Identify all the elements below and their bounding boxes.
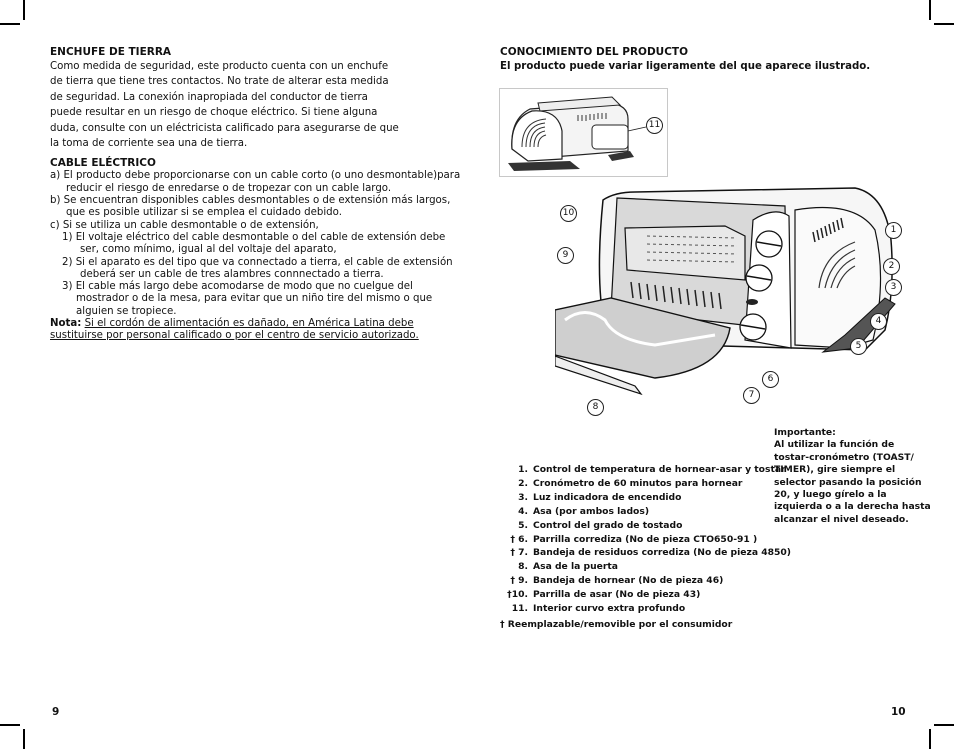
list-item: b) Se encuentran disponibles cables desmontables o de extensión más largos, <box>50 195 451 207</box>
list-item: c) Si se utiliza un cable desmontable o de extensión, <box>50 219 319 231</box>
note <box>50 318 460 330</box>
part-number: 6. <box>518 533 528 545</box>
part-name: Luz indicadora de encendido <box>533 491 682 503</box>
crop-mark <box>0 23 20 25</box>
oven-side-drawing <box>500 89 667 176</box>
important-note <box>774 427 931 526</box>
part-number: 1. <box>518 464 528 475</box>
part-number: 5. <box>518 519 528 531</box>
parts-list-item <box>500 533 791 547</box>
important-line: alcanzar el nivel deseado. <box>774 513 909 525</box>
ground-plug-section <box>50 46 460 151</box>
callout-7: 7 <box>743 387 760 404</box>
important-line: selector pasando la posición <box>774 476 922 488</box>
list-item: a) El producto debe proporcionarse con un cable corto (o uno desmontable)para <box>50 170 461 182</box>
callout-1: 1 <box>885 222 902 239</box>
text-line: de seguridad. La conexión inapropiada del conductor de tierra <box>50 91 368 103</box>
dagger-mark: † <box>510 547 515 559</box>
right-page-header <box>500 46 920 75</box>
note-text: Si el cordón de alimentación es dañado, en América Latina debe <box>84 318 414 329</box>
sub-list-item-cont: deberá ser un cable de tres alambres connnectado a tierra. <box>80 268 384 280</box>
part-name: Parrilla de asar (No de pieza 43) <box>533 589 701 601</box>
page-number-left: 9 <box>52 706 60 718</box>
dagger-mark: † <box>507 589 512 601</box>
important-line: 20, y luego gírelo a la <box>774 489 887 501</box>
crop-mark <box>23 729 25 749</box>
part-name: Cronómetro de 60 minutos para hornear <box>533 477 743 489</box>
part-name: Bandeja de residuos corrediza (No de pieza 4850) <box>533 547 791 559</box>
important-line: izquierda o a la derecha hasta <box>774 501 931 513</box>
cord-section <box>50 157 460 342</box>
dagger-mark: † <box>510 533 515 545</box>
part-number: 2. <box>518 477 528 489</box>
parts-list-item <box>500 491 791 505</box>
sub-list-item-cont: alguien se tropiece. <box>76 305 177 317</box>
oven-illustration <box>555 180 915 420</box>
part-number: 3. <box>518 491 528 503</box>
text-line: la toma de corriente sea una de tierra. <box>50 138 248 150</box>
callout-4: 4 <box>870 313 887 330</box>
oven-drawing <box>555 180 915 420</box>
callout-9: 9 <box>557 247 574 264</box>
product-subheading: El producto puede variar ligeramente del que aparece ilustrado. <box>500 61 871 72</box>
part-number: 9. <box>518 575 528 587</box>
list-item-cont: que es posible utilizar si se emplea el cuidado debido. <box>66 207 342 219</box>
text-line: puede resultar en un riesgo de choque eléctrico. Si tiene alguna <box>50 107 378 119</box>
parts-list-item <box>500 505 791 519</box>
parts-list-item <box>500 574 791 588</box>
callout-10: 10 <box>560 205 577 222</box>
important-line: tostar-cronómetro (TOAST/ <box>774 451 914 463</box>
important-line: Al utilizar la función de <box>774 439 895 451</box>
callout-11: 11 <box>646 117 663 134</box>
crop-mark <box>929 0 931 20</box>
note-cont <box>50 330 460 342</box>
crop-mark <box>929 729 931 749</box>
callout-2: 2 <box>883 258 900 275</box>
part-name: Control del grado de tostado <box>533 519 683 531</box>
part-number: 10. <box>511 589 528 601</box>
part-number: 4. <box>518 505 528 517</box>
callout-6: 6 <box>762 371 779 388</box>
crop-mark <box>23 0 25 20</box>
parts-list-item <box>500 477 791 491</box>
parts-list-item <box>500 602 791 616</box>
callout-8: 8 <box>587 399 604 416</box>
callout-3: 3 <box>885 279 902 296</box>
part-name: Asa (por ambos lados) <box>533 505 650 517</box>
cord-list <box>50 170 460 342</box>
cord-heading: CABLE ELÉCTRICO <box>50 157 156 170</box>
part-name: Asa de la puerta <box>533 561 619 573</box>
part-number: 7. <box>518 547 528 559</box>
oven-side-illustration <box>499 88 668 177</box>
parts-list-item <box>500 588 791 602</box>
parts-list-item <box>500 519 791 533</box>
sub-list-item: 3) El cable más largo debe acomodarse de modo que no cuelgue del <box>62 281 413 293</box>
list-item-cont: reducir el riesgo de enredarse o de tropezar con un cable largo. <box>66 182 392 194</box>
replaceable-note: † Reemplazable/removible por el consumidor <box>500 619 733 630</box>
parts-list-item <box>500 560 791 574</box>
left-page <box>50 46 460 343</box>
important-line: TIMER), gire siempre el <box>774 464 896 476</box>
part-name: Parrilla corrediza (No de pieza CTO650-91 ) <box>533 533 758 545</box>
product-heading: CONOCIMIENTO DEL PRODUCTO <box>500 46 688 58</box>
parts-list-item <box>500 463 791 477</box>
text-line: de tierra que tiene tres contactos. No trate de alterar esta medida <box>50 76 389 88</box>
parts-list <box>500 463 791 616</box>
crop-mark <box>0 724 20 726</box>
note-label: Nota: <box>50 318 82 329</box>
parts-list-item <box>500 546 791 560</box>
part-name: Bandeja de hornear (No de pieza 46) <box>533 575 724 587</box>
sub-list-item: 2) Si el aparato es del tipo que va connectado a tierra, el cable de extensión <box>62 256 453 268</box>
important-label: Importante: <box>774 427 836 438</box>
crop-mark <box>934 23 954 25</box>
callout-5: 5 <box>850 338 867 355</box>
part-number: 8. <box>518 561 528 573</box>
sub-list-item-cont: ser, como mínimo, igual al del voltaje del aparato, <box>80 244 337 256</box>
sub-list-item: 1) El voltaje eléctrico del cable desmontable o del cable de extensión debe <box>62 231 446 243</box>
page-number-right: 10 <box>891 706 906 718</box>
crop-mark <box>934 724 954 726</box>
dagger-mark: † <box>510 575 515 587</box>
text-line: duda, consulte con un eléctricista calificado para asegurarse de que <box>50 122 399 134</box>
part-number: 11. <box>511 603 528 615</box>
part-name: Control de temperatura de hornear-asar y tostar <box>533 464 786 475</box>
note-text: sustituirse por personal calificado o por el centro de servicio autorizado. <box>50 330 419 342</box>
ground-plug-heading: ENCHUFE DE TIERRA <box>50 46 172 58</box>
part-name: Interior curvo extra profundo <box>533 603 686 615</box>
ground-plug-text <box>50 59 460 151</box>
sub-list-item-cont: mostrador o de la mesa, para evitar que un niño tire del mismo o que <box>76 293 433 305</box>
text-line: Como medida de seguridad, este producto cuenta con un enchufe <box>50 61 389 72</box>
